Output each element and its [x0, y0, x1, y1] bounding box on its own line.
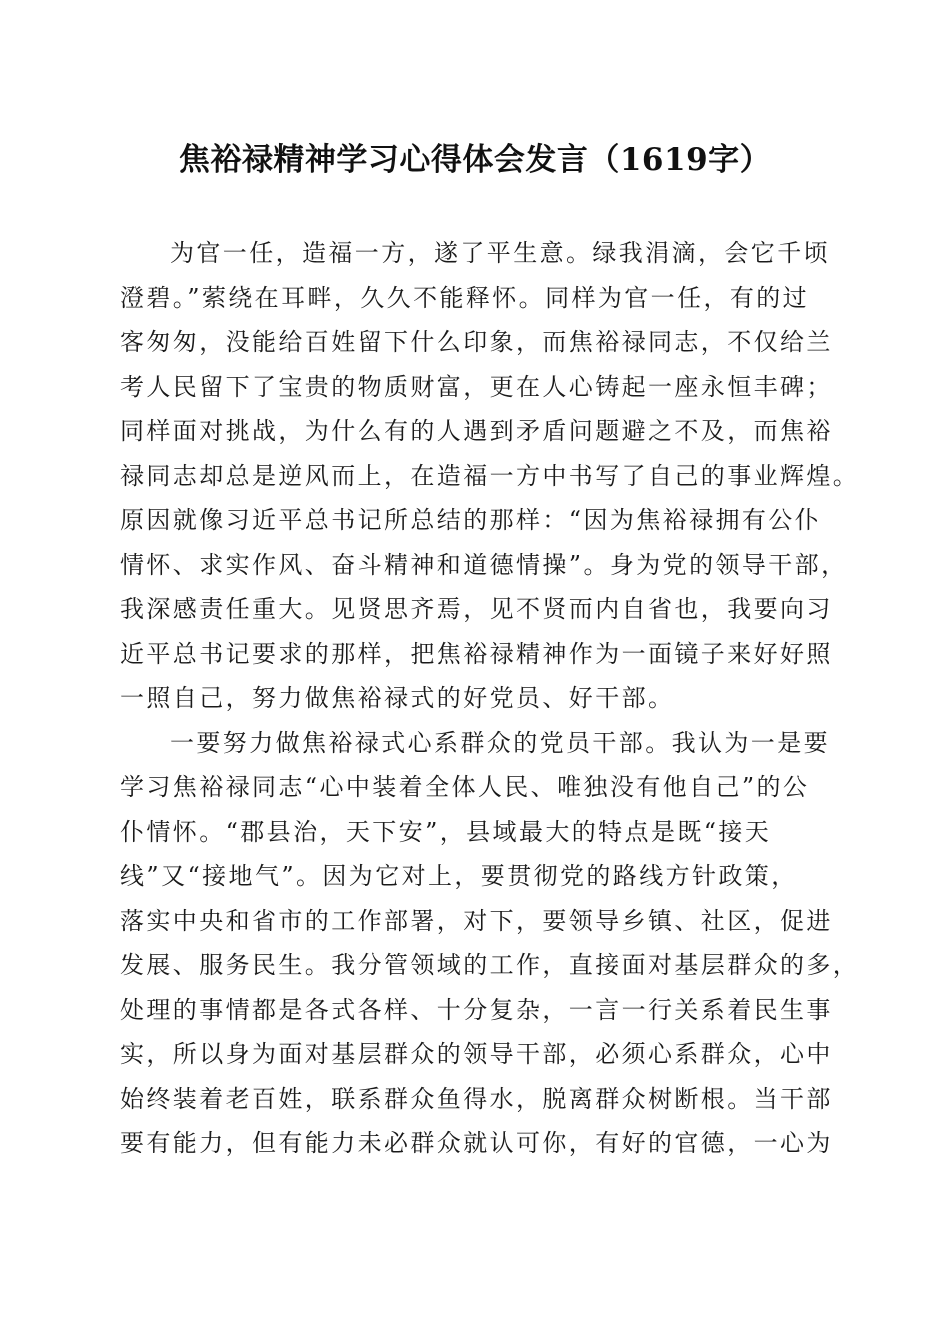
text-line: 同样面对挑战，为什么有的人遇到矛盾问题避之不及，而焦裕 [120, 417, 833, 445]
text-line: 原因就像习近平总书记所总结的那样：“因为焦裕禄拥有公仆 [120, 506, 822, 534]
text-line: 情怀、求实作风、奋斗精神和道德情操”。身为党的领导干部， [120, 550, 848, 579]
text-line: 要有能力，但有能力未必群众就认可你，有好的官德，一心为 [120, 1129, 833, 1157]
text-line: 学习焦裕禄同志“心中装着全体人民、唯独没有他自己”的公 [120, 773, 810, 801]
paragraph-2 [120, 721, 860, 1166]
text-line: 禄同志却总是逆风而上，在造福一方中书写了自己的事业辉煌。 [120, 461, 860, 490]
text-line: 客匆匆，没能给百姓留下什么印象，而焦裕禄同志，不仅给兰 [120, 328, 833, 356]
text-line: 近平总书记要求的那样，把焦裕禄精神作为一面镜子来好好照 [120, 639, 833, 668]
text-line: 发展、服务民生。我分管领域的工作，直接面对基层群众的多， [120, 951, 860, 979]
text-line: 仆情怀。“郡县治，天下安”，县域最大的特点是既“接天 [120, 817, 772, 846]
text-line: 为官一任，造福一方，遂了平生意。绿我涓滴，会它千顷 [170, 239, 830, 267]
paragraph-1 [120, 231, 860, 721]
text-line: 处理的事情都是各式各样、十分复杂，一言一行关系着民生事 [120, 995, 833, 1024]
text-line: 一照自己，努力做焦裕禄式的好党员、好干部。 [120, 684, 675, 712]
text-line: 线”又“接地气”。因为它对上，要贯彻党的路线方针政策， [120, 862, 798, 890]
text-line: 考人民留下了宝贵的物质财富，更在人心铸起一座永恒丰碑； [120, 372, 833, 401]
text-line: 始终装着老百姓，联系群众鱼得水，脱离群众树断根。当干部 [120, 1084, 833, 1113]
text-line: 实，所以身为面对基层群众的领导干部，必须心系群众，心中 [120, 1040, 833, 1068]
text-line: 澄碧。”萦绕在耳畔，久久不能释怀。同样为官一任，有的过 [120, 283, 810, 312]
document-body [120, 231, 860, 1166]
document-title: 焦裕禄精神学习心得体会发言（1619字） [178, 142, 772, 178]
text-line: 一要努力做焦裕禄式心系群众的党员干部。我认为一是要 [170, 728, 830, 757]
text-line: 落实中央和省市的工作部署，对下，要领导乡镇、社区，促进 [120, 906, 833, 935]
text-line: 我深感责任重大。见贤思齐焉，见不贤而内自省也，我要向习 [120, 595, 833, 623]
